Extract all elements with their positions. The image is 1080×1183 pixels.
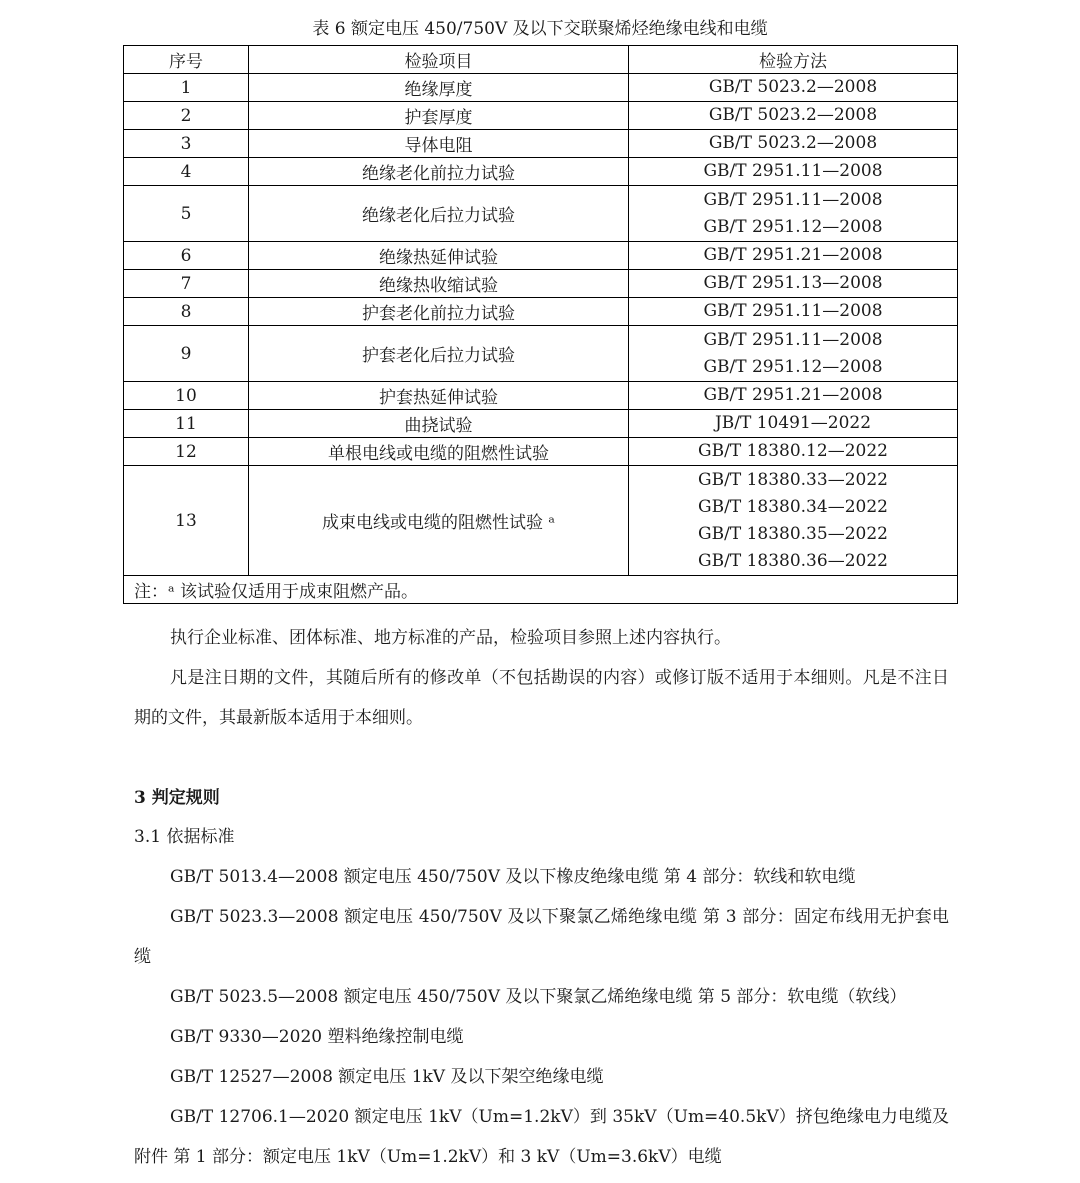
row-methods xyxy=(629,130,958,158)
method-standard: GB/T 5023.2—2008 xyxy=(708,105,878,125)
method-standard: GB/T 18380.36—2022 xyxy=(698,550,888,571)
table-row xyxy=(124,74,958,102)
row-item: 绝缘热延伸试验 xyxy=(249,242,629,270)
method-standard: GB/T 2951.21—2008 xyxy=(703,385,883,405)
row-methods xyxy=(629,74,958,102)
row-number: 9 xyxy=(124,326,249,382)
table-row xyxy=(124,270,958,298)
standard-1: GB/T 5013.4—2008 额定电压 450/750V 及以下橡皮绝缘电缆 第 4 部分：软线和软电缆 xyxy=(170,867,856,887)
row-methods xyxy=(629,298,958,326)
table-row xyxy=(124,466,958,576)
method-standard: GB/T 5023.2—2008 xyxy=(708,77,878,97)
paragraph-scope: 执行企业标准、团体标准、地方标准的产品，检验项目参照上述内容执行。 xyxy=(170,628,731,648)
row-number: 4 xyxy=(124,158,249,186)
table-row xyxy=(124,186,958,242)
row-item: 绝缘老化后拉力试验 xyxy=(249,186,629,242)
row-methods xyxy=(629,102,958,130)
row-number: 10 xyxy=(124,382,249,410)
row-number: 3 xyxy=(124,130,249,158)
table-row xyxy=(124,158,958,186)
table-row xyxy=(124,298,958,326)
section-3-title xyxy=(134,786,220,810)
table-row xyxy=(124,130,958,158)
row-number: 8 xyxy=(124,298,249,326)
row-number: 6 xyxy=(124,242,249,270)
row-methods xyxy=(629,186,958,242)
method-standard: GB/T 2951.12—2008 xyxy=(703,216,883,237)
row-methods xyxy=(629,382,958,410)
row-methods xyxy=(629,326,958,382)
row-item: 成束电线或电缆的阻燃性试验 ᵃ xyxy=(249,466,629,576)
row-methods xyxy=(629,242,958,270)
method-standard: JB/T 10491—2022 xyxy=(714,413,872,433)
table-caption: 表 6 额定电压 450/750V 及以下交联聚烯烃绝缘电线和电缆 xyxy=(312,19,768,39)
row-number: 12 xyxy=(124,438,249,466)
table-row xyxy=(124,410,958,438)
row-item: 护套老化前拉力试验 xyxy=(249,298,629,326)
header-method: 检验方法 xyxy=(629,46,958,74)
row-methods xyxy=(629,270,958,298)
method-standard: GB/T 18380.33—2022 xyxy=(698,469,888,490)
standard-3: GB/T 5023.5—2008 额定电压 450/750V 及以下聚氯乙烯绝缘电缆 第 5 部分：软电缆（软线） xyxy=(170,987,907,1007)
row-item: 导体电阻 xyxy=(249,130,629,158)
row-item: 单根电线或电缆的阻燃性试验 xyxy=(249,438,629,466)
standard-4: GB/T 9330—2020 塑料绝缘控制电缆 xyxy=(170,1027,464,1047)
method-standard: GB/T 2951.13—2008 xyxy=(703,273,883,293)
table-note: 注：ᵃ 该试验仅适用于成束阻燃产品。 xyxy=(124,576,958,604)
header-item: 检验项目 xyxy=(249,46,629,74)
row-item: 绝缘厚度 xyxy=(249,74,629,102)
row-item: 绝缘热收缩试验 xyxy=(249,270,629,298)
table-row xyxy=(124,326,958,382)
row-number: 2 xyxy=(124,102,249,130)
method-standard: GB/T 2951.21—2008 xyxy=(703,245,883,265)
table-row xyxy=(124,382,958,410)
row-item: 护套老化后拉力试验 xyxy=(249,326,629,382)
row-number: 7 xyxy=(124,270,249,298)
inspection-table xyxy=(123,45,958,604)
row-number: 1 xyxy=(124,74,249,102)
table-row xyxy=(124,242,958,270)
method-standard: GB/T 2951.12—2008 xyxy=(703,356,883,377)
row-item: 绝缘老化前拉力试验 xyxy=(249,158,629,186)
standard-5: GB/T 12527—2008 额定电压 1kV 及以下架空绝缘电缆 xyxy=(170,1067,604,1087)
row-methods xyxy=(629,158,958,186)
row-item: 护套厚度 xyxy=(249,102,629,130)
method-standard: GB/T 2951.11—2008 xyxy=(703,301,883,321)
standard-6: GB/T 12706.1—2020 额定电压 1kV（Um=1.2kV）到 35kV（Um=40.5kV）挤包绝缘电力电缆及附件 第 1 部分：额定电压 1kV（Um=1.2kV）和 3 kV（Um=3.6kV）电缆 xyxy=(134,1107,949,1167)
row-number: 11 xyxy=(124,410,249,438)
method-standard: GB/T 2951.11—2008 xyxy=(703,329,883,350)
row-number: 13 xyxy=(124,466,249,576)
section-3-title-text: 3 判定规则 xyxy=(134,788,220,808)
standard-2: GB/T 5023.3—2008 额定电压 450/750V 及以下聚氯乙烯绝缘电缆 第 3 部分：固定布线用无护套电缆 xyxy=(134,907,949,967)
method-standard: GB/T 2951.11—2008 xyxy=(703,161,883,181)
method-standard: GB/T 2951.11—2008 xyxy=(703,189,883,210)
row-methods xyxy=(629,438,958,466)
method-standard: GB/T 18380.12—2022 xyxy=(698,441,888,461)
paragraph-dated-references: 凡是注日期的文件，其随后所有的修改单（不包括勘误的内容）或修订版不适用于本细则。凡是不注日期的文件，其最新版本适用于本细则。 xyxy=(134,668,949,728)
row-item: 护套热延伸试验 xyxy=(249,382,629,410)
table-row xyxy=(124,102,958,130)
section-3-1-title: 3.1 依据标准 xyxy=(134,827,235,847)
method-standard: GB/T 18380.34—2022 xyxy=(698,496,888,517)
method-standard: GB/T 18380.35—2022 xyxy=(698,523,888,544)
table-header-row xyxy=(124,46,958,74)
header-no: 序号 xyxy=(124,46,249,74)
row-number: 5 xyxy=(124,186,249,242)
row-methods xyxy=(629,410,958,438)
row-methods xyxy=(629,466,958,576)
row-item: 曲挠试验 xyxy=(249,410,629,438)
method-standard: GB/T 5023.2—2008 xyxy=(708,133,878,153)
table-row xyxy=(124,438,958,466)
